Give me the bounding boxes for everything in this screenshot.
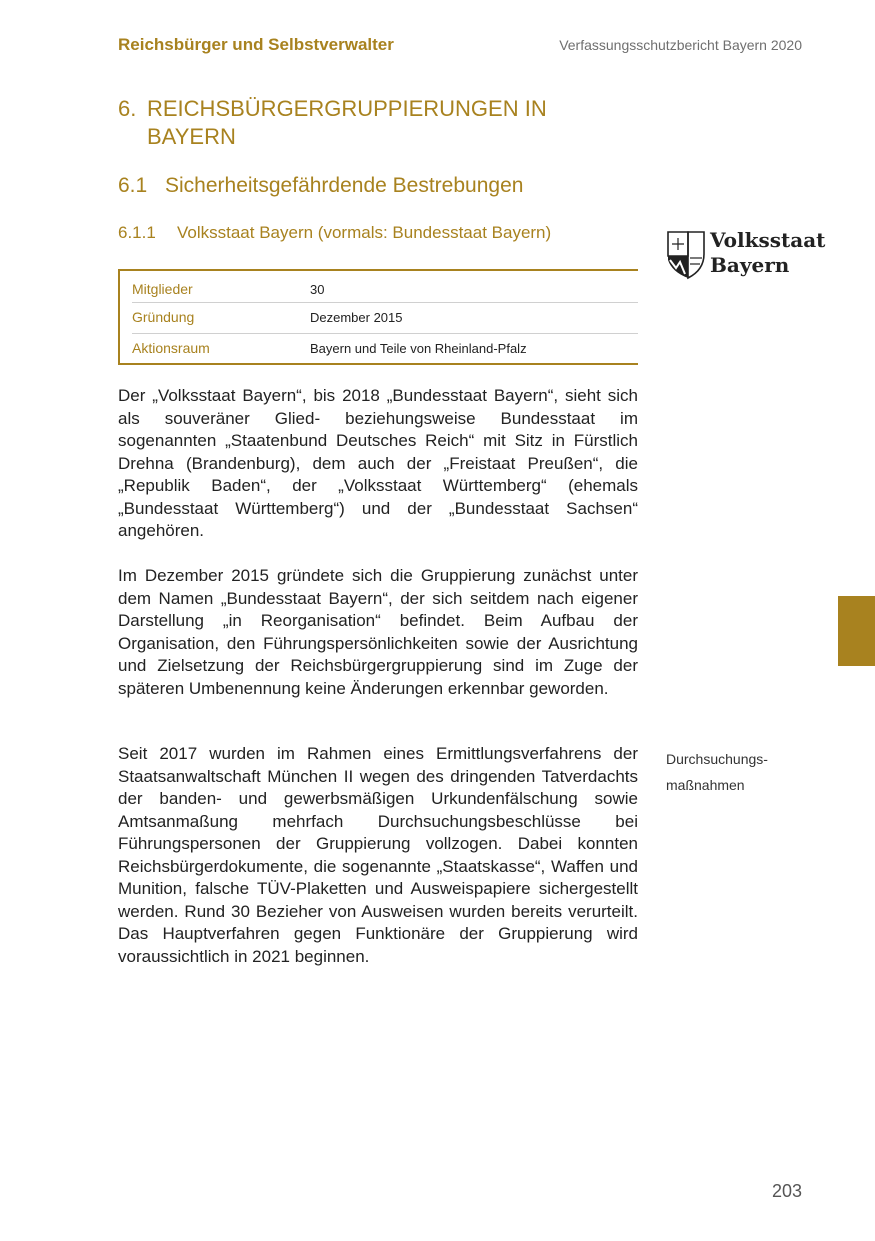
- volksstaat-bayern-logo: [666, 228, 826, 284]
- report-title: Verfassungsschutzbericht Bayern 2020: [559, 37, 802, 53]
- body-paragraph: Seit 2017 wurden im Rahmen eines Ermittlungsverfahrens der Staatsanwaltschaft München II wegen des dringenden Tatverdachts der banden- und gewerbsmäßigen Urkundenfälschung sowie Amtsanmaßung mehrfach Durchsuchungsbeschlüsse bei Führungspersonen der Gruppierung vollzogen. Dabei konnten Reichsbürgerdokumente, die sogenannte „Staatskasse“, Waffen und Munition, falsche TÜV-Plaketten und Ausweispapiere sichergestellt werden. Rund 30 Bezieher von Ausweisen wurden bereits verurteilt. Das Hauptverfahren gegen Funktionäre der Gruppierung wird voraussichtlich in 2021 beginnen.: [118, 744, 638, 966]
- coat-of-arms-icon: [666, 230, 706, 280]
- facts-label: Gründung: [132, 309, 195, 325]
- facts-row: [132, 301, 638, 332]
- logo-wordmark: [710, 228, 825, 278]
- section-heading: [118, 174, 523, 198]
- subsection-heading: [118, 223, 551, 243]
- logo-line-2: Bayern: [710, 253, 790, 277]
- facts-label: Aktionsraum: [132, 340, 210, 356]
- facts-row: [132, 332, 638, 363]
- chapter-heading: [118, 95, 618, 151]
- subsection-number: 6.1.1: [118, 223, 156, 242]
- facts-value: Bayern und Teile von Rheinland-Pfalz: [310, 341, 527, 356]
- facts-table: [118, 269, 638, 365]
- running-head: Reichsbürger und Selbstverwalter: [118, 35, 394, 54]
- chapter-title: REICHSBÜRGERGRUPPIERUNGEN IN BAYERN: [147, 96, 547, 149]
- facts-value: Dezember 2015: [310, 310, 403, 325]
- facts-value: 30: [310, 282, 325, 297]
- margin-note: Durchsuchungs- maßnahmen: [666, 751, 768, 793]
- chapter-tab-marker: [838, 596, 875, 666]
- page-number: 203: [771, 1181, 802, 1201]
- section-title: Sicherheitsgefährdende Bestrebungen: [165, 174, 524, 197]
- section-number: 6.1: [118, 174, 148, 197]
- logo-line-1: Volksstaat: [710, 228, 826, 252]
- facts-row: [132, 273, 638, 304]
- body-paragraph: Der „Volksstaat Bayern“, bis 2018 „Bundesstaat Bayern“, sieht sich als souveräner Glied- beziehungsweise Bundesstaat im sogenannten „Staatenbund Deutsches Reich“ mit Sitz in Fürstlich Drehna (Brandenburg), dem auch der „Freistaat Preußen“, die „Republik Baden“, der „Volksstaat Württemberg“ (ehemals „Bundesstaat Württemberg“) und der „Bundesstaat Sachsen“ angehören.: [118, 386, 638, 540]
- subsection-title: Volksstaat Bayern (vormals: Bundesstaat Bayern): [177, 223, 552, 242]
- chapter-number: 6.: [118, 96, 137, 121]
- facts-label: Mitglieder: [132, 281, 193, 297]
- body-paragraph: Im Dezember 2015 gründete sich die Gruppierung zunächst unter dem Namen „Bundesstaat Bayern“, der sich seitdem nach eigener Darstellung „in Reorganisation“ befindet. Beim Aufbau der Organisation, den Führungspersönlichkeiten sowie der Ausrichtung und Zielsetzung der Reichsbürgergruppierung sind im Zuge der späteren Umbenennung keine Änderungen erkennbar geworden.: [118, 566, 638, 698]
